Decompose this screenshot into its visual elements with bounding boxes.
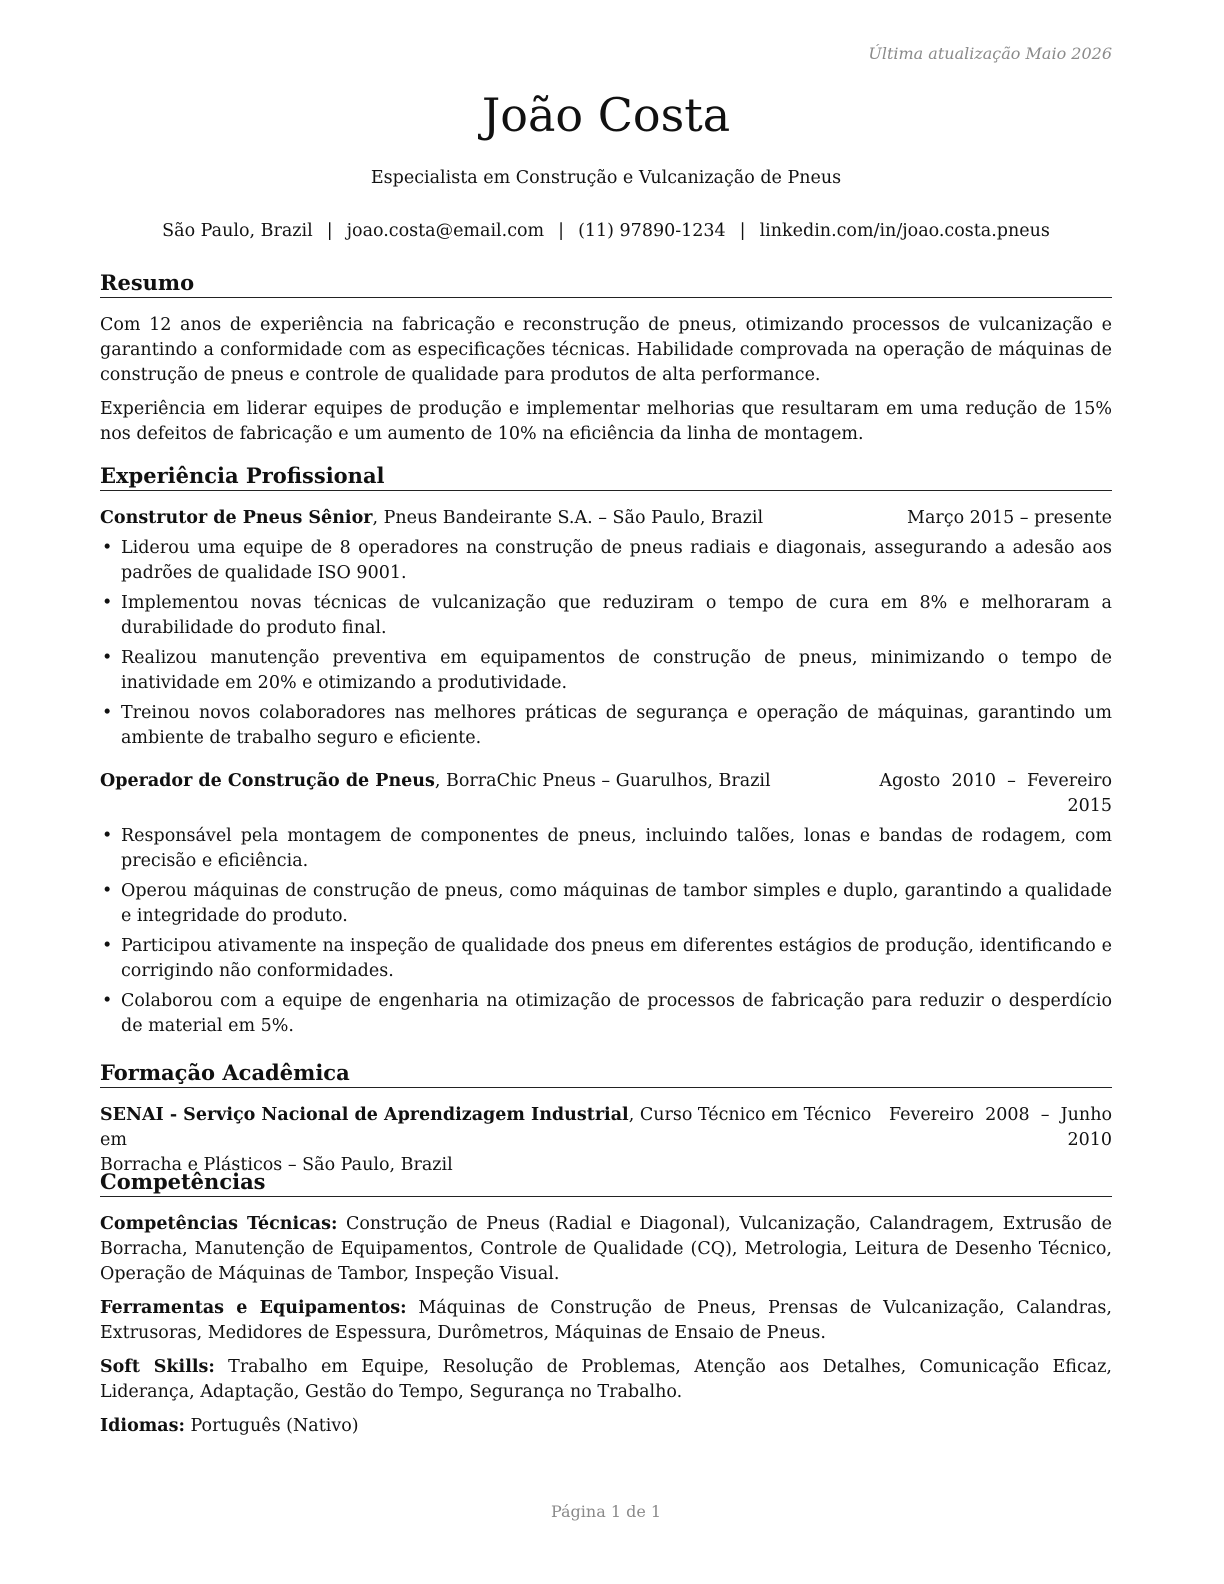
education-text — [100, 1103, 889, 1178]
bullet-icon: • — [102, 703, 113, 723]
list-item — [100, 879, 1112, 929]
candidate-name: João Costa — [481, 88, 731, 142]
contact-location: São Paulo, Brazil — [162, 221, 313, 241]
job-company: , BorraChic Pneus – Guarulhos, Brazil — [434, 771, 771, 791]
resume-page — [100, 0, 1112, 1584]
job-title-line — [100, 506, 763, 531]
skill-group — [100, 1212, 1112, 1287]
section-title-summary: Resumo — [100, 270, 1112, 298]
skill-text: Trabalho em Equipe, Resolução de Problemas, Atenção aos Detalhes, Comunicação Eficaz, Liderança, Adaptação, Gestão do Tempo, Segurança no Trabalho. — [100, 1357, 1112, 1402]
bullet-icon: • — [102, 538, 113, 558]
list-item — [100, 646, 1112, 696]
job-role: Construtor de Pneus Sênior — [100, 508, 373, 528]
contact-line — [100, 221, 1112, 241]
experience-section — [100, 463, 1112, 1044]
list-item — [100, 824, 1112, 874]
list-item — [100, 989, 1112, 1039]
education-course-cont: Borracha e Plásticos – São Paulo, Brazil — [100, 1155, 453, 1175]
job-title-line — [100, 769, 771, 794]
contact-linkedin[interactable]: linkedin.com/in/joao.costa.pneus — [759, 221, 1050, 241]
bullet-text: Participou ativamente na inspeção de qualidade dos pneus em diferentes estágios de produção, identificando e corrigindo não conformidades. — [121, 936, 1112, 981]
job-dates-line: 2015 — [1067, 796, 1112, 816]
contact-phone: (11) 97890-1234 — [578, 221, 726, 241]
list-item — [100, 701, 1112, 751]
summary-paragraph: Experiência em liderar equipes de produção e implementar melhorias que resultaram em uma redução de 15% nos defeitos de fabricação e um aumento de 10% na eficiência da linha de montagem. — [100, 399, 1112, 444]
bullet-icon: • — [102, 936, 113, 956]
skill-text: Português (Nativo) — [184, 1416, 359, 1436]
bullet-text: Liderou uma equipe de 8 operadores na construção de pneus radiais e diagonais, assegurando a adesão aos padrões de qualidade ISO 9001. — [121, 538, 1112, 583]
contact-email[interactable]: joao.costa@email.com — [346, 221, 545, 241]
skill-label: Ferramentas e Equipamentos: — [100, 1298, 407, 1318]
section-title-education: Formação Acadêmica — [100, 1060, 1112, 1088]
skill-label: Competências Técnicas: — [100, 1214, 338, 1234]
section-title-skills: Competências — [100, 1169, 1112, 1197]
job-dates-line: Agosto 2010 – Fevereiro — [879, 771, 1112, 791]
skill-group — [100, 1296, 1112, 1346]
education-course: , Curso Técnico em Técnico em — [100, 1105, 872, 1150]
education-school: SENAI - Serviço Nacional de Aprendizagem Industrial — [100, 1105, 629, 1125]
bullet-text: Realizou manutenção preventiva em equipamentos de construção de pneus, minimizando o tempo de inatividade em 20% e otimizando a produtividade. — [121, 648, 1112, 693]
bullet-icon: • — [102, 881, 113, 901]
education-dates — [889, 1103, 1112, 1153]
education-dates-line: 2010 — [1067, 1130, 1112, 1150]
job-bullets — [100, 824, 1112, 1039]
skill-group — [100, 1414, 1112, 1439]
job-company: , Pneus Bandeirante S.A. – São Paulo, Brazil — [372, 508, 764, 528]
bullet-text: Treinou novos colaboradores nas melhores práticas de segurança e operação de máquinas, garantindo um ambiente de trabalho seguro e eficiente. — [121, 703, 1112, 748]
bullet-text: Operou máquinas de construção de pneus, como máquinas de tambor simples e duplo, garantindo a qualidade e integridade do produto. — [121, 881, 1112, 926]
job-bullets — [100, 536, 1112, 751]
job-dates: Março 2015 – presente — [907, 508, 1112, 528]
job-header — [100, 769, 1112, 819]
skill-text: Máquinas de Construção de Pneus, Prensas de Vulcanização, Calandras, Extrusoras, Medidores de Espessura, Durômetros, Máquinas de Ensaio de Pneus. — [100, 1298, 1112, 1343]
bullet-icon: • — [102, 648, 113, 668]
bullet-icon: • — [102, 593, 113, 613]
job-dates — [879, 769, 1112, 819]
skill-label: Soft Skills: — [100, 1357, 215, 1377]
bullet-text: Responsável pela montagem de componentes de pneus, incluindo talões, lonas e bandas de rodagem, com precisão e eficiência. — [121, 826, 1112, 871]
job-role: Operador de Construção de Pneus — [100, 771, 435, 791]
bullet-icon: • — [102, 826, 113, 846]
contact-separator: | — [326, 221, 333, 241]
job-entry — [100, 769, 1112, 1039]
job-header — [100, 506, 1112, 531]
bullet-text: Implementou novas técnicas de vulcanização que reduziram o tempo de cura em 8% e melhoraram a durabilidade do produto final. — [121, 593, 1112, 638]
list-item — [100, 536, 1112, 586]
summary-section — [100, 270, 1112, 447]
skill-group — [100, 1355, 1112, 1405]
summary-paragraph: Com 12 anos de experiência na fabricação e reconstrução de pneus, otimizando processos de vulcanização e garantindo a conformidade com as especificações técnicas. Habilidade comprovada na operação de máquinas de construção de pneus e controle de qualidade para produtos de alta performance. — [100, 315, 1112, 385]
education-section — [100, 1060, 1112, 1178]
skill-label: Idiomas: — [100, 1416, 185, 1436]
section-title-experience: Experiência Profissional — [100, 463, 1112, 491]
bullet-icon: • — [102, 991, 113, 1011]
list-item — [100, 934, 1112, 984]
contact-separator: | — [739, 221, 746, 241]
skills-section — [100, 1169, 1112, 1448]
contact-separator: | — [558, 221, 565, 241]
last-updated: Última atualização Maio 2026 — [868, 44, 1112, 63]
headline: Especialista em Construção e Vulcanização de Pneus — [370, 168, 842, 188]
page-number: Página 1 de 1 — [550, 1502, 662, 1521]
bullet-text: Colaborou com a equipe de engenharia na otimização de processos de fabricação para reduzir o desperdício de material em 5%. — [121, 991, 1112, 1036]
skill-text: Construção de Pneus (Radial e Diagonal), Vulcanização, Calandragem, Extrusão de Borracha, Manutenção de Equipamentos, Controle de Qualidade (CQ), Metrologia, Leitura de Desenho Técnico, Operação de Máquinas de Tambor, Inspeção Visual. — [100, 1214, 1113, 1284]
education-dates-line: Fevereiro 2008 – Junho — [888, 1105, 1112, 1125]
job-entry — [100, 506, 1112, 751]
list-item — [100, 591, 1112, 641]
education-entry — [100, 1103, 1112, 1178]
